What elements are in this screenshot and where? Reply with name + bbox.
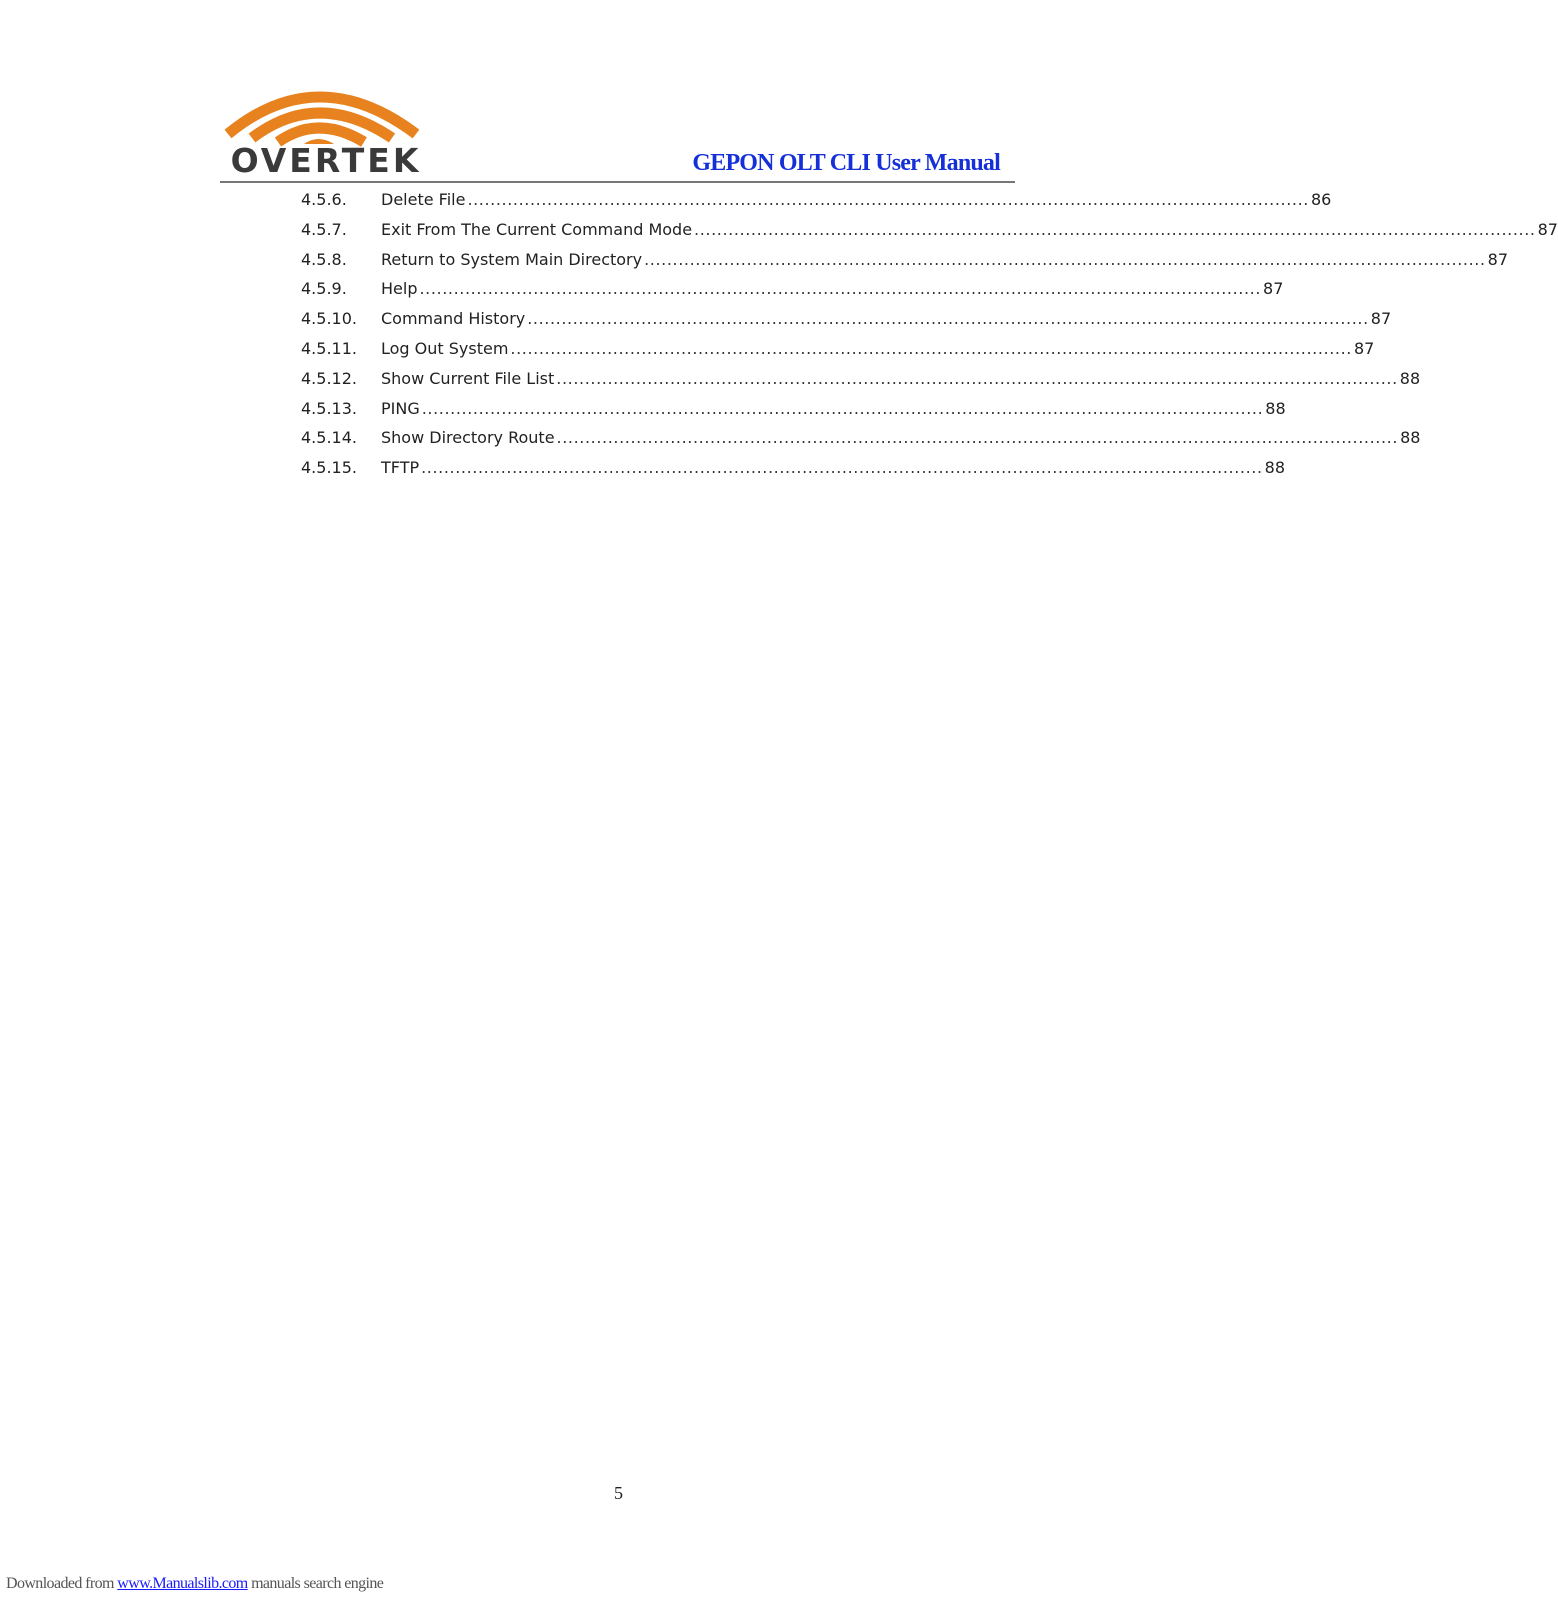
toc-page-number: 88 (1264, 458, 1286, 478)
toc-section-title: Return to System Main Directory (381, 249, 643, 269)
toc-dot-leader: .................................................................................................................................................... (556, 428, 1399, 448)
toc-dot-leader: .................................................................................................................................................... (421, 458, 1263, 478)
toc-section-number: 4.5.8. (301, 249, 347, 269)
toc-section-title: Exit From The Current Command Mode (381, 219, 693, 239)
toc-dot-leader: .................................................................................................................................................... (510, 338, 1352, 358)
footer-suffix: manuals search engine (251, 1575, 384, 1592)
manualslib-link[interactable]: www.Manualslib.com (117, 1575, 248, 1592)
toc-page-number: 87 (1537, 219, 1558, 239)
toc-dot-leader: .................................................................................................................................................... (467, 190, 1309, 209)
toc-section-number: 4.5.12. (301, 368, 357, 388)
toc-section-number: 4.5.14. (301, 428, 357, 448)
toc-section-title: TFTP (381, 458, 420, 478)
toc-page-number: 87 (1487, 249, 1508, 269)
overtek-logo (222, 78, 430, 178)
toc-entry[interactable] (301, 423, 1421, 453)
toc-page-number: 86 (1310, 190, 1332, 209)
toc-entry[interactable] (301, 304, 1392, 334)
toc-section-title: Show Current File List (381, 368, 555, 388)
table-of-contents (301, 185, 1558, 483)
toc-entry[interactable] (301, 245, 1508, 275)
footer-prefix: Downloaded from (6, 1575, 114, 1592)
toc-page-number: 87 (1353, 338, 1375, 358)
document-title: GEPON OLT CLI User Manual (692, 150, 1000, 176)
toc-section-number: 4.5.10. (301, 309, 357, 329)
toc-section-title: Show Directory Route (381, 428, 555, 448)
toc-section-number: 4.5.6. (301, 190, 347, 209)
toc-entry[interactable] (301, 334, 1375, 364)
download-footer (6, 1575, 383, 1593)
toc-dot-leader: .................................................................................................................................................... (421, 398, 1264, 418)
toc-dot-leader: .................................................................................................................................................... (556, 368, 1398, 388)
toc-entry[interactable] (301, 215, 1558, 245)
logo-wordmark: OVERTEK (230, 141, 422, 180)
toc-dot-leader: .................................................................................................................................................... (694, 219, 1536, 239)
overtek-logo-mark (222, 78, 430, 178)
toc-section-number: 4.5.11. (301, 338, 357, 358)
toc-section-number: 4.5.7. (301, 219, 347, 239)
toc-dot-leader: .................................................................................................................................................... (527, 309, 1369, 329)
toc-page-number: 88 (1265, 398, 1286, 418)
toc-section-number: 4.5.13. (301, 398, 357, 418)
toc-entry[interactable] (301, 364, 1421, 394)
toc-section-title: Delete File (381, 190, 466, 209)
toc-section-number: 4.5.9. (301, 279, 347, 299)
toc-entry[interactable] (301, 274, 1284, 304)
toc-page-number: 87 (1263, 279, 1284, 299)
toc-dot-leader: .................................................................................................................................................... (644, 249, 1486, 269)
toc-dot-leader: .................................................................................................................................................... (419, 279, 1262, 299)
toc-page-number: 87 (1370, 309, 1392, 329)
toc-entry[interactable] (301, 185, 1332, 215)
toc-section-number: 4.5.15. (301, 458, 357, 478)
toc-section-title: Log Out System (381, 338, 509, 358)
toc-section-title: PING (381, 398, 420, 418)
page-number: 5 (614, 1483, 623, 1503)
toc-page-number: 88 (1400, 428, 1421, 448)
toc-section-title: Help (381, 279, 418, 299)
header-divider (220, 181, 1015, 183)
toc-page-number: 88 (1399, 368, 1421, 388)
toc-section-title: Command History (381, 309, 526, 329)
toc-entry[interactable] (301, 453, 1286, 483)
toc-entry[interactable] (301, 394, 1286, 424)
